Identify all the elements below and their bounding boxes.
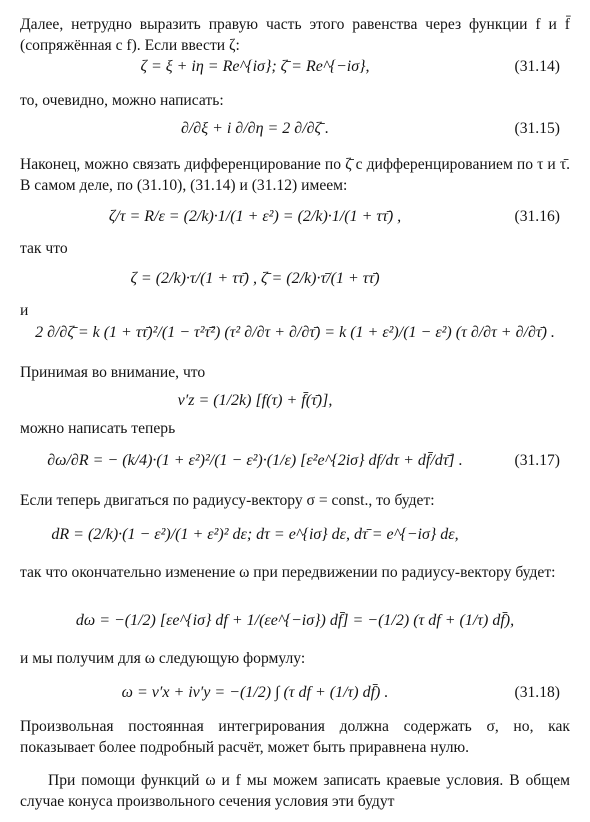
equation-math: ∂/∂ξ + i ∂/∂η = 2 ∂/∂ζ̄ . <box>180 120 330 137</box>
paragraph-11: Произвольная постоянная интегрирования должна содержать σ, но, как показывает более подробный расчёт, может быть приравнена нулю. <box>20 718 570 756</box>
paragraph-4: так что <box>20 240 68 257</box>
equation-math: ∂ω/∂R = − (k/4)·(1 + ε²)²/(1 − ε²)·(1/ε) [ε²e^{2iσ} df/dτ + df̄/dτ̄] . <box>47 452 463 469</box>
equation-number: (31.14) <box>514 58 560 75</box>
equation-math: dR = (2/k)·(1 − ε²)/(1 + ε²)² dε; dτ = e^{iσ} dε, dτ̄ = e^{−iσ} dε, <box>51 526 459 543</box>
paragraph-5: и <box>20 302 29 319</box>
equation-math: dω = −(1/2) [εe^{iσ} df + 1/(εe^{−iσ}) df̄] = −(1/2) (τ df + (1/τ) df̄), <box>75 612 515 629</box>
equation-derivative <box>20 316 570 350</box>
equation-math: v′z = (1/2k) [f(τ) + f̄(τ̄)], <box>177 392 333 409</box>
equation-number: (31.18) <box>514 684 560 701</box>
equation-number: (31.17) <box>514 452 560 469</box>
paragraph-6: Принимая во внимание, что <box>20 364 206 381</box>
paragraph-8: Если теперь двигаться по радиусу-вектору σ = const., то будет: <box>20 492 435 509</box>
equation-number: (31.15) <box>514 120 560 137</box>
paragraph-12: При помощи функций ω и f мы можем записать краевые условия. В общем случае конуса произвольного сечения условия эти будут <box>20 772 570 810</box>
equation-domega <box>20 604 570 638</box>
paragraph-1: Далее, нетрудно выразить правую часть этого равенства через функции f и f̄ (сопряжённая с f). Если ввести ζ: <box>20 16 570 54</box>
equation-dR <box>20 518 570 552</box>
paragraph-2: то, очевидно, можно написать: <box>20 92 224 109</box>
paragraph-3: Наконец, можно связать дифференцирование по ζ̄ с дифференцированием по τ и τ̄. В самом деле, по (31.10), (31.14) и (31.12) имеем: <box>20 156 570 194</box>
equation-velocity <box>20 384 570 418</box>
paragraph-7: можно написать теперь <box>20 420 176 437</box>
paragraph-10: и мы получим для ω следующую формулу: <box>20 650 306 667</box>
equation-zeta <box>20 262 570 296</box>
equation-math: 2 ∂/∂ζ̄ = k (1 + ττ̄)²/(1 − τ²τ̄²) (τ² ∂/∂τ + ∂/∂τ̄) = k (1 + ε²)/(1 − ε²) (τ ∂/∂τ + ∂/∂τ̄) . <box>35 324 555 341</box>
equation-math: ζ/τ = R/ε = (2/k)·1/(1 + ε²) = (2/k)·1/(1 + ττ̄) , <box>108 208 402 225</box>
equation-math: ζ = (2/k)·τ/(1 + ττ̄) , ζ̄ = (2/k)·τ̄/(1 + ττ̄) <box>130 270 380 287</box>
equation-31-16 <box>20 200 570 234</box>
paragraph-9: так что окончательно изменение ω при передвижении по радиусу-вектору будет: <box>20 564 556 581</box>
equation-math: ζ = ξ + iη = Re^{iσ}; ζ̄ = Re^{−iσ}, <box>140 58 370 75</box>
equation-number: (31.16) <box>514 208 560 225</box>
equation-31-17 <box>20 444 570 478</box>
equation-math: ω = v′x + iv′y = −(1/2) ∫ (τ df + (1/τ) df̄) . <box>121 684 389 701</box>
equation-31-18 <box>20 676 570 710</box>
equation-31-14 <box>20 50 570 84</box>
equation-31-15 <box>20 112 570 146</box>
